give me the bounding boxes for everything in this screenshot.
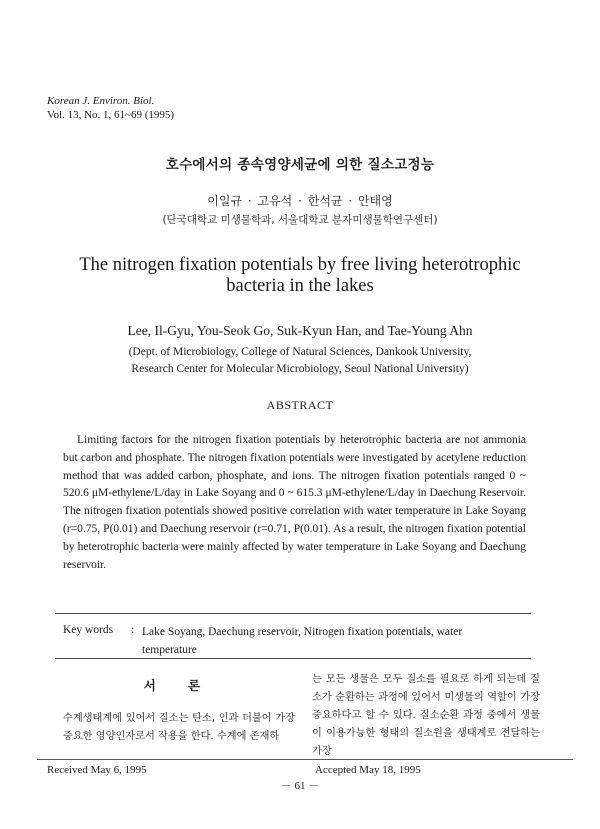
abstract-heading: ABSTRACT — [266, 398, 334, 412]
english-title-line2: bacteria in the lakes — [226, 276, 374, 296]
received-date: Received May 6, 1995 — [47, 764, 147, 776]
journal-name: Korean J. Environ. Biol. — [47, 95, 155, 107]
korean-authors: 이일규 · 고유석 · 한석균 · 안태영 — [207, 194, 393, 208]
journal-header — [47, 94, 174, 122]
keywords-line2: temperature — [142, 643, 197, 656]
keywords-top-rule — [55, 613, 531, 614]
keywords-colon: : — [131, 624, 135, 636]
intro-left-column: 수계생태계에 있어서 질소는 탄소, 인과 더불어 가장 중요한 영양인자로서 작용을 한다. 수계에 존재하 — [63, 713, 295, 742]
english-title-line1: The nitrogen fixation potentials by free living heterotrophic — [79, 255, 521, 275]
footer-rule — [37, 759, 573, 760]
english-title — [0, 255, 600, 297]
page-number: － 61 － — [280, 780, 320, 792]
korean-title: 호수에서의 종속영양세균에 의한 질소고정능 — [165, 157, 435, 173]
english-affiliation — [0, 344, 600, 378]
korean-affiliation: (단국대학교 미생물학과, 서울대학교 분자미생물학연구센터) — [162, 214, 438, 226]
english-affiliation-line2: Research Center for Molecular Microbiology, Seoul National University) — [131, 363, 469, 375]
intro-right-column: 는 모든 생물은 모두 질소를 필요로 하게 되는데 질소가 순환하는 과정에 있어서 미생물의 역할이 가장 중요하다고 할 수 있다. 질소순환 과정 중에서 생물이 이용가능한 형태의 질소원을 생태계로 전달하는 가장 — [312, 674, 540, 757]
keywords-list — [141, 624, 531, 659]
keywords-line1: Lake Soyang, Daechung reservoir, Nitrogen fixation potentials, water — [142, 626, 463, 638]
abstract-body: Limiting factors for the nitrogen fixation potentials by heterotrophic bacteria are not ammonia but carbon and phosphate. The nitrogen fixation potentials were investigated by acetylene reduction method that was added carbon, phosphate, and ions. The nitrogen fixation potentials ranged 0 ~ 520.6 μM-ethylene/L/day in Lake Soyang and 0 ~ 615.3 μM-ethylene/L/day in Daechung Reservoir. The nitrogen fixation potentials showed positive correlation with water temperature in Lake Soyang (r=0.75, P(0.01) and Daechung reservoir (r=0.71, P(0.01). As a result, the nitrogen fixation potential by heterotrophic bacteria were mainly affected by water temperature in Lake Soyang and Daechung reservoir. — [63, 434, 526, 571]
keywords-label: Key words — [63, 624, 114, 636]
english-authors: Lee, Il-Gyu, You-Seok Go, Suk-Kyun Han, and Tae-Young Ahn — [127, 323, 473, 338]
accepted-date: Accepted May 18, 1995 — [315, 764, 421, 776]
keywords-bottom-rule — [55, 658, 531, 659]
intro-heading: 서 론 — [143, 678, 215, 693]
journal-volume: Vol. 13, No. 1, 61~69 (1995) — [47, 109, 175, 121]
english-affiliation-line1: (Dept. of Microbiology, College of Natural Sciences, Dankook University, — [128, 346, 472, 358]
